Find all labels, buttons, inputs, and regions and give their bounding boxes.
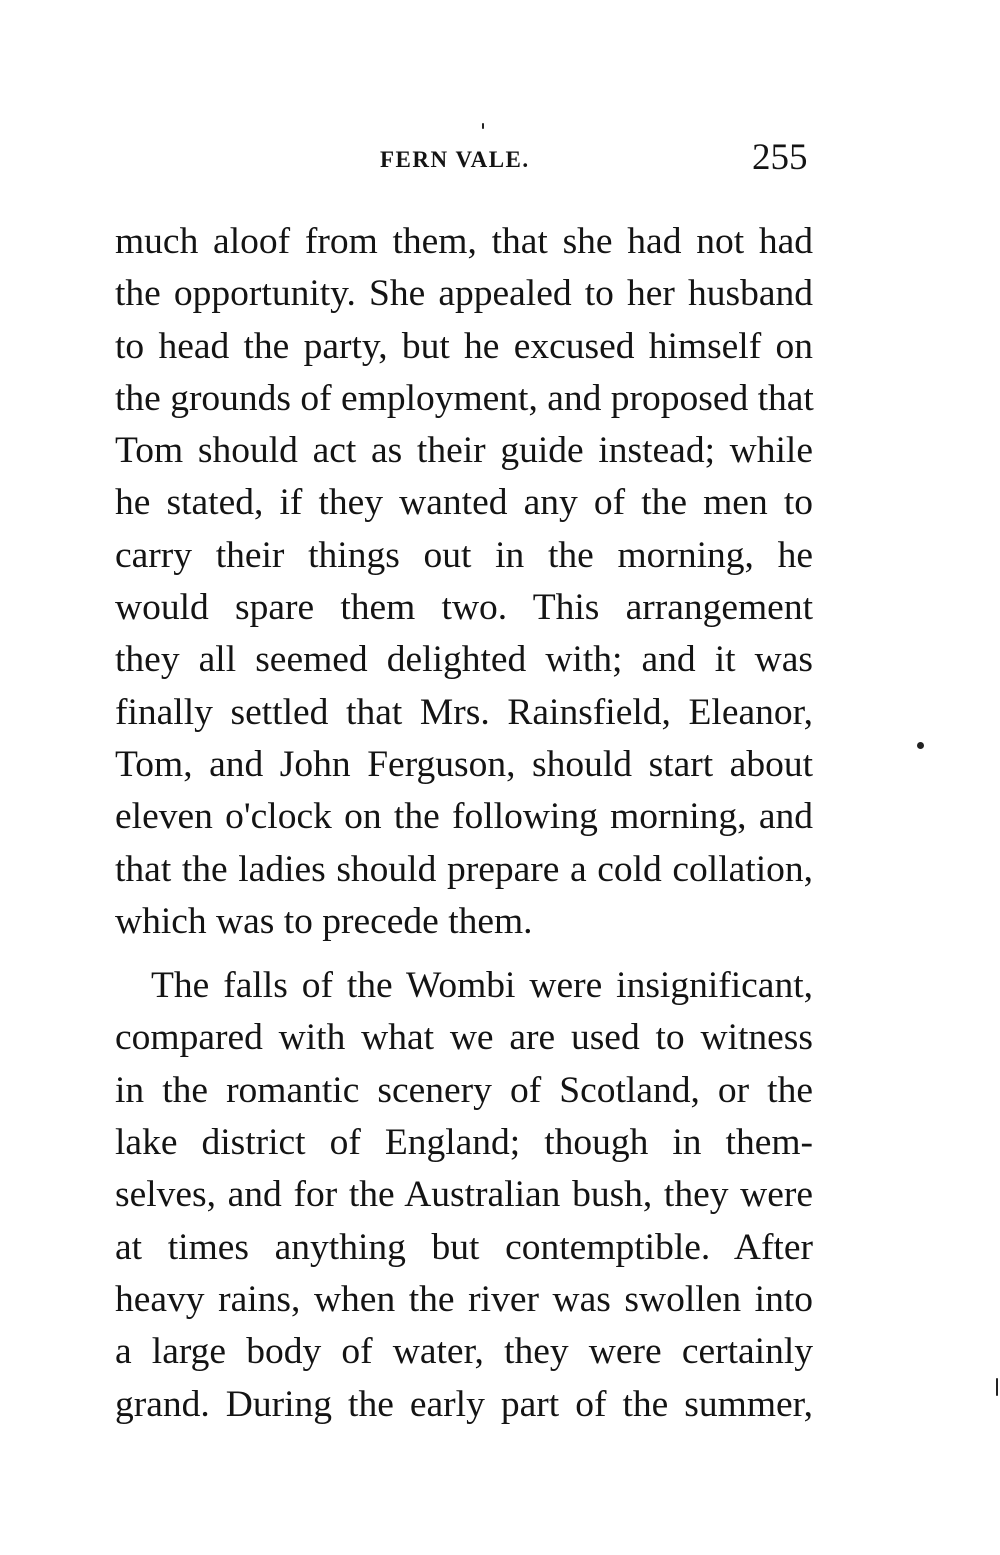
paragraph-gap xyxy=(115,948,813,960)
text-line: the opportunity. She appealed to her husband xyxy=(115,273,813,315)
text-line: lake district of England; though in them- xyxy=(115,1122,813,1164)
text-line: in the romantic scenery of Scotland, or the xyxy=(115,1069,813,1111)
text-line: Tom should act as their guide instead; while xyxy=(115,430,813,472)
text-line: a large body of water, they were certainly xyxy=(115,1331,813,1373)
text-line: heavy rains, when the river was swollen into xyxy=(115,1278,813,1320)
page-number: 255 xyxy=(752,137,808,178)
text-line: selves, and for the Australian bush, they were xyxy=(115,1174,813,1216)
text-line: would spare them two. This arrangement xyxy=(115,587,813,629)
paragraph xyxy=(115,960,813,1431)
text-line: carry their things out in the morning, he xyxy=(115,534,813,576)
text-line: eleven o'clock on the following morning, and xyxy=(115,796,813,838)
text-line: much aloof from them, that she had not had xyxy=(115,221,813,262)
text-line: The falls of the Wombi were insignificant, xyxy=(151,965,813,1007)
text-line: the grounds of employment, and proposed that xyxy=(115,377,814,419)
text-line: grand. During the early part of the summer, xyxy=(115,1383,813,1425)
text-line: which was to precede them. xyxy=(115,900,533,942)
text-line: Tom, and John Ferguson, should start about xyxy=(115,743,813,785)
ink-speck xyxy=(996,1378,998,1396)
text-line: they all seemed delighted with; and it was xyxy=(115,639,813,681)
text-line: he stated, if they wanted any of the men to xyxy=(115,482,813,524)
body-text xyxy=(115,216,813,1431)
running-title: FERN VALE. xyxy=(380,147,530,172)
text-line: that the ladies should prepare a cold collation, xyxy=(115,848,813,890)
ink-speck xyxy=(917,742,924,749)
paragraph xyxy=(115,216,813,948)
text-line: compared with what we are used to witness xyxy=(115,1017,813,1059)
ink-speck xyxy=(482,123,484,129)
text-line: at times anything but contemptible. After xyxy=(115,1226,813,1268)
text-line: to head the party, but he excused himself on xyxy=(115,325,813,367)
text-line: finally settled that Mrs. Rainsfield, Eleanor, xyxy=(115,691,813,733)
